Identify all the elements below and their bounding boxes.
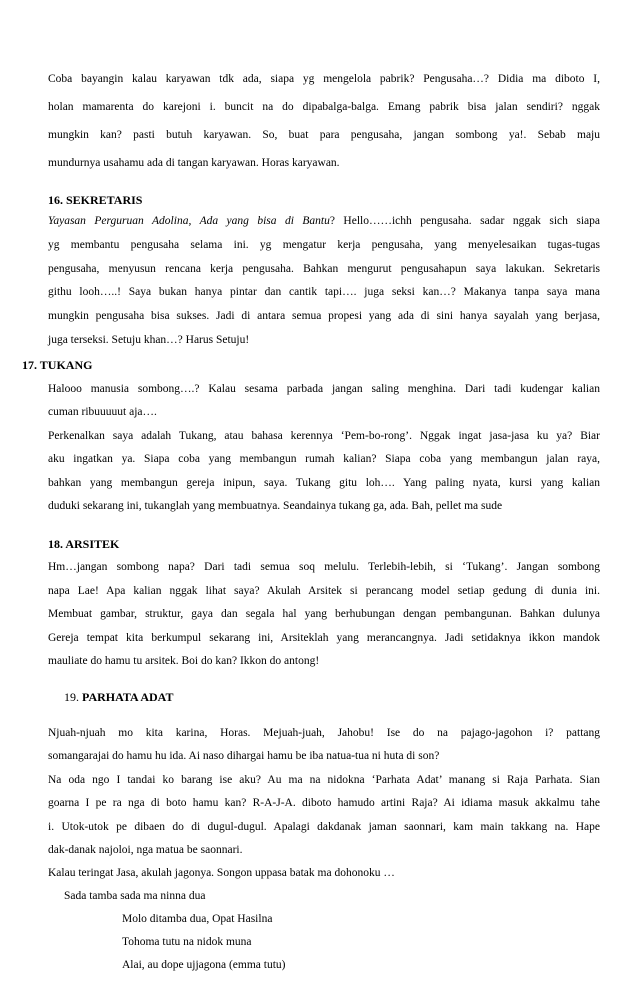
intro-line-3: mungkin kan? pasti butuh karyawan. So, buat para pengusaha, jangan sombong ya!. Sebab maju bbox=[48, 129, 600, 141]
section-16-line-2: yg membantu pengusaha selama ini. yg mengatur kerja pengusaha, yang menyelesaikan tugas-tugas bbox=[48, 239, 600, 251]
section-18-line-2: napa Lae! Apa kalian nggak lihat saya? Akulah Arsitek si perancang model setiap gedung di dunia ini. bbox=[48, 585, 600, 597]
poem-line-2: Molo ditamba dua, Opat Hasilna bbox=[122, 913, 273, 925]
section-19-heading bbox=[64, 690, 173, 705]
section-16-heading: 16. SEKRETARIS bbox=[48, 193, 143, 207]
section-18-line-1: Hm…jangan sombong napa? Dari tadi semua soq melulu. Terlebih-lebih, si ‘Tukang’. Jangan sombong bbox=[48, 561, 600, 573]
section-18-line-4: Gereja tempat kita berkumpul sekarang ini, Arsiteklah yang merancangnya. Jadi setidaknya ikkon mandok bbox=[48, 632, 600, 644]
section-18-line-3: Membuat gambar, struktur, gaya dan segala hal yang berhubungan dengan pembangunan. Bahkan dulunya bbox=[48, 608, 600, 620]
section-18-line-5: mauliate do hamu tu arsitek. Boi do kan? Ikkon do antong! bbox=[48, 655, 320, 667]
poem-line-4: Alai, au dope ujjagona (emma tutu) bbox=[122, 959, 286, 971]
section-18-heading: 18. ARSITEK bbox=[48, 537, 120, 551]
intro-line-1: Coba bayangin kalau karyawan tdk ada, siapa yg mengelola pabrik? Pengusaha…? Didia ma diboto I, bbox=[48, 73, 600, 85]
section-17-line-4: aku ingatkan ya. Siapa coba yang membangun rumah kalian? Siapa coba yang membangun jalan raya, bbox=[48, 453, 600, 465]
section-16-line-4: githu looh…..! Saya bukan hanya pintar dan cantik tapi…. juga seksi kan…? Makanya tanpa saya mana bbox=[48, 286, 600, 298]
section-16-first-rest: ? Hello……ichh pengusaha. sadar nggak sich siapa bbox=[329, 215, 600, 227]
section-17-line-1: Halooo manusia sombong….? Kalau sesama parbada jangan saling menghina. Dari tadi kudengar kalian bbox=[48, 383, 600, 395]
section-19-line-5: i. Utok-utok pe dibaen do di dugul-dugul. Apalagi dakdanak jaman saonnari, kam main takkang na. Hape bbox=[48, 821, 600, 833]
section-17-heading: 17. TUKANG bbox=[22, 358, 93, 372]
section-19-title: PARHATA ADAT bbox=[82, 690, 174, 704]
section-17-line-6: duduki sekarang ini, tukanglah yang membuatnya. Seandainya tukang ga, ada. Bah, pellet ma sude bbox=[48, 500, 503, 512]
section-16-line-3: pengusaha, menyusun rencana kerja pengusaha. Bahkan mengurut pengusahapun saya lakukan. Sekretaris bbox=[48, 263, 600, 275]
section-19-line-6: dak-danak najoloi, nga matua be saonnari. bbox=[48, 844, 243, 856]
section-19-line-2: somangarajai do hamu hu ida. Ai naso dihargai hamu be iba natua-tua ni huta di son? bbox=[48, 750, 440, 762]
section-19-line-7: Kalau teringat Jasa, akulah jagonya. Songon uppasa batak ma dohonoku … bbox=[48, 867, 395, 879]
section-16-line-6: juga terseksi. Setuju khan…? Harus Setuju! bbox=[48, 334, 250, 346]
section-19-line-1: Njuah-njuah mo kita karina, Horas. Mejuah-juah, Jahobu! Ise do na pajago-jagohon i? pattang bbox=[48, 727, 600, 739]
section-17-line-2: cuman ribuuuuut aja…. bbox=[48, 406, 157, 418]
section-17-line-3: Perkenalkan saya adalah Tukang, atau bahasa kerennya ‘Pem-bo-rong’. Nggak ingat jasa-jasa ku ya? Biar bbox=[48, 430, 600, 442]
poem-line-1: Sada tamba sada ma ninna dua bbox=[64, 890, 206, 902]
section-16-line-1 bbox=[48, 214, 600, 228]
section-16-line-5: mungkin pengusaha bisa sukses. Jadi di antara semua propesi yang ada di sini hanya sayalah yang berjasa, bbox=[48, 310, 600, 322]
section-16-italic-text: Yayasan Perguruan Adolina, Ada yang bisa di Bantu bbox=[48, 215, 330, 227]
section-19-line-3: Na oda ngo I tandai ko barang ise aku? Au ma na nidokna ‘Parhata Adat’ manang si Raja Parhata. Sian bbox=[48, 774, 600, 786]
intro-line-2: holan mamarenta do karejoni i. buncit na do dipabalga-balga. Emang pabrik bisa jalan sendiri? nggak bbox=[48, 101, 600, 113]
section-17-line-5: bahkan yang membangun gereja inipun, saya. Tukang gitu loh…. Yang paling nyata, kursi yang kalian bbox=[48, 477, 600, 489]
section-19-number: 19. bbox=[64, 690, 79, 704]
section-19-line-4: goarna I pe ra nga di boto hamu kan? R-A-J-A. diboto hamudo artini Raja? Ai idiama masuk akkalmu tahe bbox=[48, 797, 600, 809]
poem-line-3: Tohoma tutu na nidok muna bbox=[122, 936, 252, 948]
intro-line-4: mundurnya usahamu ada di tangan karyawan. Horas karyawan. bbox=[48, 157, 340, 169]
